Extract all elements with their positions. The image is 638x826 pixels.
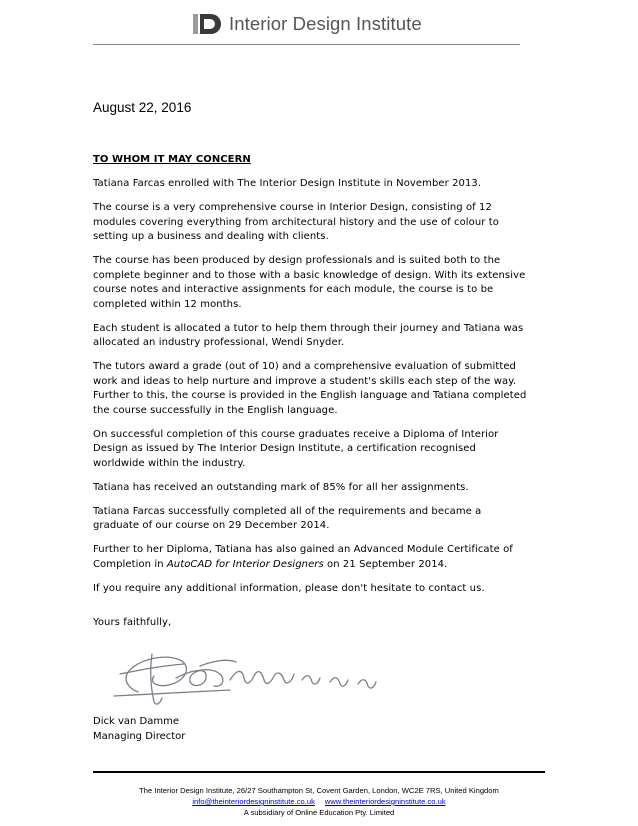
text-line: complete beginner and to those with a basic knowledge of design. With its extensive [93,269,526,281]
text-line: Further to her Diploma, Tatiana has also gained an Advanced Module Certificate of [93,544,513,555]
text-line: The course has been produced by design professionals and is suited both to the [93,255,501,266]
closing: Yours faithfully, [93,617,172,628]
email-link[interactable]: info@theinteriordesigninstitute.co.uk [192,797,315,806]
text-line: course notes and interactive assignments for each module, the course is to be [93,284,494,295]
paragraph-course-description [93,201,553,245]
text-line: modules covering everything from architectural history and the use of colour to [93,216,499,228]
salutation: TO WHOM IT MAY CONCERN [93,154,251,165]
header-divider [93,44,520,45]
text-line: Tatiana Farcas successfully completed all of the requirements and became a [93,505,482,517]
text-line: Design as issued by The Interior Design Institute, a certification recognised [93,443,476,454]
text-line: The tutors award a grade (out of 10) and a comprehensive evaluation of submitted [93,361,516,372]
course-name: AutoCAD for Interior Designers [166,558,324,570]
footer-divider [93,771,545,773]
id-monogram-icon [193,14,224,34]
footer-links [80,796,558,807]
paragraph-advanced-certificate [93,543,553,572]
text-line: Tatiana Farcas enrolled with The Interior Design Institute in November 2013. [93,178,482,189]
paragraph-grading [93,360,553,418]
brand-name: Interior Design Institute [229,13,422,34]
paragraph-grade-result [93,481,553,496]
text-line: graduate of our course on 29 December 2014. [93,520,330,531]
footer [80,785,558,818]
paragraph-diploma [93,428,553,472]
certificate-prefix: Completion in [93,558,167,570]
paragraph-course-production [93,254,553,312]
paragraph-tutor [93,322,553,351]
signer-title: Managing Director [93,731,186,742]
certificate-suffix: on 21 September 2014. [323,558,448,570]
text-line: setting up a business and dealing with clients. [93,231,329,242]
paragraph-contact [93,582,553,597]
handwritten-signature [80,644,400,710]
text-line: Further to this, the course is provided in the English language and Tatiana completed [93,390,527,401]
letter-date: August 22, 2016 [93,100,192,115]
paragraph-graduation [93,505,553,534]
text-line: worldwide within the industry. [93,457,246,469]
text-line: On successful completion of this course graduates receive a Diploma of Interior [93,428,499,440]
text-line: If you require any additional information, please don't hesitate to contact us. [93,582,485,594]
footer-address: The Interior Design Institute, 26/27 Southampton St, Covent Garden, London, WC2E 7RS, United Kingdom [139,786,499,795]
text-line: Each student is allocated a tutor to help them through their journey and Tatiana was [93,322,524,334]
text-line: Tatiana has received an outstanding mark of 85% for all her assignments. [93,481,469,493]
text-line: work and ideas to help nurture and improve a student's skills each step of the way. [93,375,517,387]
signer-name: Dick van Damme [93,716,179,727]
text-line: allocated an industry professional, Wendi Snyder. [93,337,345,348]
text-line: The course is a very comprehensive course in Interior Design, consisting of 12 [93,202,492,213]
letter-body [93,153,553,640]
letterhead-logo [193,13,422,35]
website-link[interactable]: www.theinteriordesigninstitute.co.uk [324,797,446,806]
text-line: the course successfully in the English language. [93,404,338,416]
text-line: completed within 12 months. [93,298,242,310]
paragraph-enrolment [93,177,553,192]
footer-subsidiary: A subsidiary of Online Education Pty. Limited [243,808,395,817]
signer-block [93,714,185,744]
